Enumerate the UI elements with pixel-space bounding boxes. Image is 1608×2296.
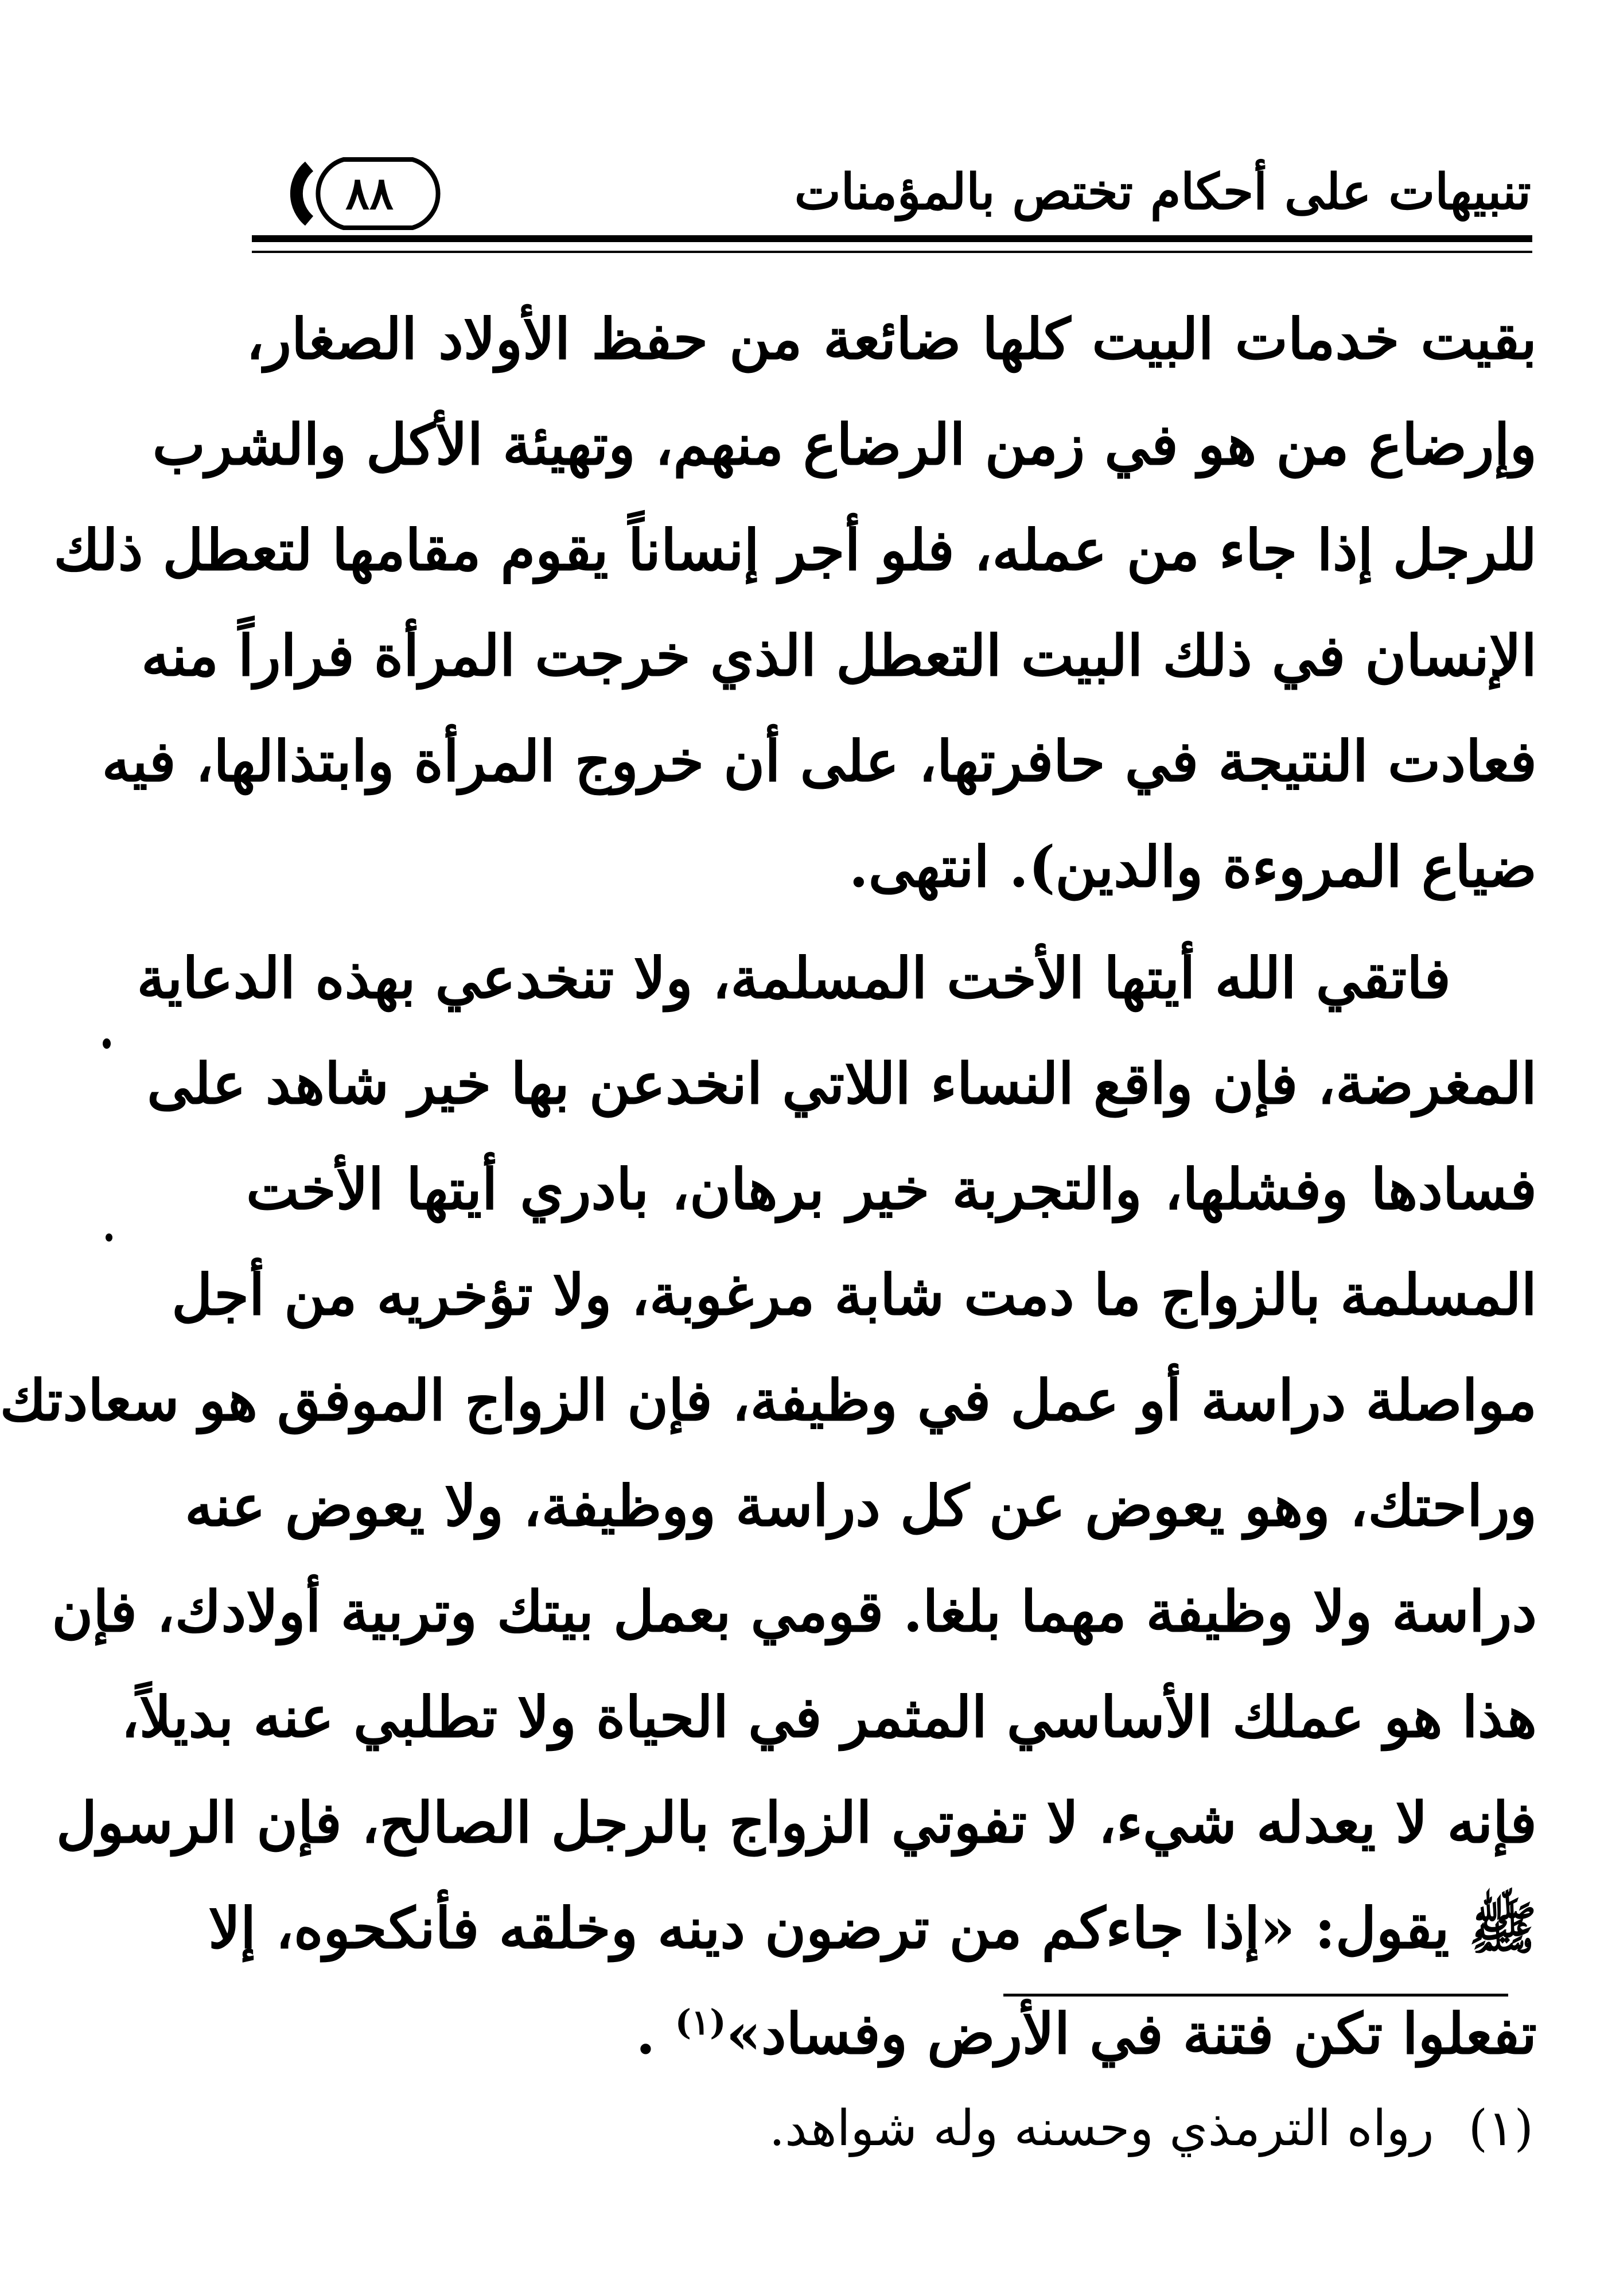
- text-line: للرجل إذا جاء من عمله، فلو أجر إنساناً يقوم مقامها لتعطل ذلك: [53, 517, 1537, 583]
- text-line: وإرضاع من هو في زمن الرضاع منهم، وتهيئة الأكل والشرب: [152, 412, 1537, 478]
- footnote-reference[interactable]: (١): [675, 2002, 726, 2043]
- text-line: فعادت النتيجة في حافرتها، على أن خروج المرأة وابتذالها، فيه: [102, 729, 1537, 795]
- text-line: وراحتك، وهو يعوض عن كل دراسة ووظيفة، ولا يعوض عنه: [185, 1473, 1537, 1539]
- text-line: ﷺ يقول: «إذا جاءكم من ترضون دينه وخلقه فأنكحوه، إلا: [208, 1896, 1537, 1962]
- text-line: دراسة ولا وظيفة مهما بلغا. قومي بعمل بيتك وتربية أولادك، فإن: [52, 1579, 1537, 1645]
- text-line: فسادها وفشلها، والتجربة خير برهان، بادري أيتها الأخت: [246, 1157, 1537, 1223]
- scan-speck: [103, 1038, 111, 1049]
- text-line: هذا هو عملك الأساسي المثمر في الحياة ولا تطلبي عنه بديلاً،: [121, 1684, 1537, 1750]
- text-line: ضياع المروءة والدين). انتهى.: [848, 834, 1537, 900]
- footnote-text: رواه الترمذي وحسنه وله شواهد.: [769, 2100, 1434, 2157]
- header-rule-thin: [252, 251, 1532, 253]
- footnote-number: (١): [1468, 2100, 1533, 2157]
- text-line: المغرضة، فإن واقع النساء اللاتي انخدعن بها خير شاهد على: [147, 1051, 1537, 1117]
- footnote-separator: [1003, 1994, 1508, 1997]
- text-line-last: [246, 1982, 1537, 2087]
- text-line: المسلمة بالزواج ما دمت شابة مرغوبة، ولا تؤخريه من أجل: [172, 1262, 1537, 1328]
- footnote: [386, 2088, 1533, 2169]
- text-line: مواصلة دراسة أو عمل في وظيفة، فإن الزواج الموفق هو سعادتك: [0, 1368, 1537, 1434]
- text-line: بقيت خدمات البيت كلها ضائعة من حفظ الأولاد الصغار،: [246, 306, 1537, 372]
- scan-speck: [106, 1233, 112, 1242]
- text-line-content: تفعلوا تكن فتنة في الأرض وفساد»: [726, 2001, 1537, 2067]
- text-line: الإنسان في ذلك البيت التعطل الذي خرجت المرأة فراراً منه: [141, 623, 1537, 689]
- text-line: فاتقي الله أيتها الأخت المسلمة، ولا تنخدعي بهذه الدعاية: [137, 945, 1451, 1011]
- page-number: ٨٨: [345, 168, 394, 220]
- page-number-badge: [275, 155, 453, 232]
- main-text: [0, 287, 1537, 2087]
- page-header: [252, 146, 1531, 261]
- text-line: فإنه لا يعدله شيء، لا تفوتي الزواج بالرجل الصالح، فإن الرسول: [56, 1790, 1537, 1856]
- header-rule-thick: [252, 235, 1532, 242]
- running-title: تنبيهات على أحكام تختص بالمؤمنات: [794, 163, 1531, 221]
- final-period: .: [636, 2001, 656, 2067]
